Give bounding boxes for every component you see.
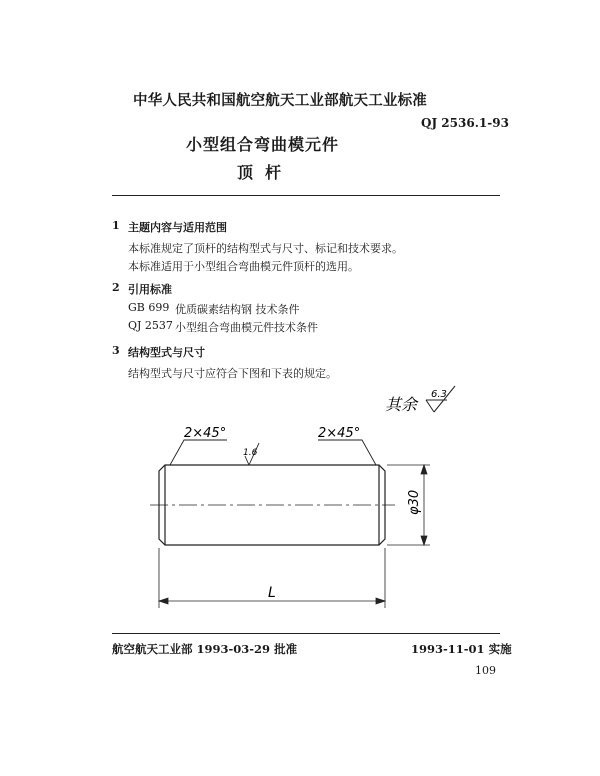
chamfer-left-label: 2×45° bbox=[184, 426, 227, 441]
surface-roughness-value: 1.6 bbox=[243, 448, 258, 458]
section-1-para-2: 本标准适用于小型组合弯曲模元件顶杆的选用。 bbox=[128, 260, 359, 273]
chamfer-right-leader bbox=[318, 440, 376, 465]
document-title: 小型组合弯曲模元件 bbox=[186, 135, 340, 154]
section-3-para-1: 结构型式与尺寸应符合下图和下表的规定。 bbox=[128, 367, 337, 380]
chamfer-left-leader bbox=[170, 440, 227, 465]
chamfer-right-label: 2×45° bbox=[318, 426, 361, 441]
standard-number: QJ 2536.1-93 bbox=[421, 116, 509, 130]
approval-date: 航空航天工业部 1993-03-29 批准 bbox=[112, 642, 298, 656]
reference-name: 小型组合弯曲模元件技术条件 bbox=[175, 321, 318, 334]
issuing-authority: 中华人民共和国航空航天工业部航天工业标准 bbox=[133, 92, 427, 109]
section-1-title: 主题内容与适用范围 bbox=[128, 221, 227, 234]
footer-rule bbox=[112, 633, 500, 634]
reference-code: GB 699 bbox=[128, 301, 170, 314]
section-2-title: 引用标准 bbox=[128, 283, 172, 296]
length-label: L bbox=[268, 585, 276, 601]
roughness-other-label: 其余 bbox=[385, 395, 418, 414]
document-subtitle: 顶杆 bbox=[237, 163, 294, 182]
effective-date: 1993-11-01 实施 bbox=[411, 642, 512, 656]
roughness-other-value: 6.3 bbox=[431, 389, 447, 400]
section-1-para-1: 本标准规定了顶杆的结构型式与尺寸、标记和技术要求。 bbox=[128, 242, 403, 255]
reference-code: QJ 2537 bbox=[128, 319, 173, 332]
page-number: 109 bbox=[475, 664, 496, 677]
section-3-number: 3 bbox=[112, 344, 120, 357]
section-2-number: 2 bbox=[112, 281, 120, 294]
section-3-title: 结构型式与尺寸 bbox=[128, 346, 205, 359]
section-1-number: 1 bbox=[112, 219, 120, 232]
diameter-label: φ30 bbox=[407, 489, 422, 515]
reference-name: 优质碳素结构钢 技术条件 bbox=[175, 303, 300, 316]
